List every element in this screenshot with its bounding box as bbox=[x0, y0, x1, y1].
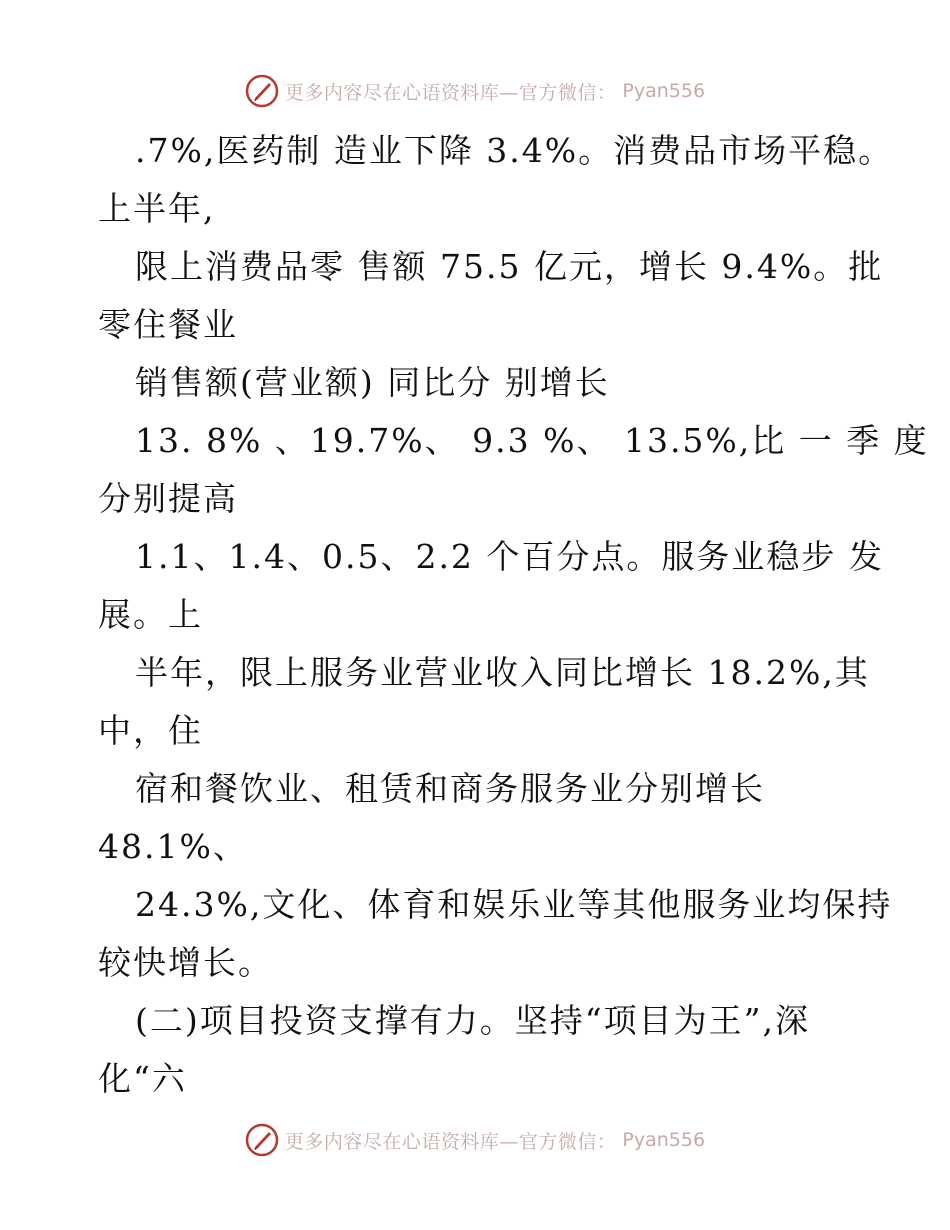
text-line: 宿和餐饮业、租赁和商务服务业分别增长 bbox=[135, 769, 765, 808]
text-line: .7%,医药制 造业下降 3.4%。消费品市场平稳。 bbox=[135, 131, 894, 170]
watermark-text: 更多内容尽在心语资料库—官方微信： bbox=[284, 81, 617, 104]
text-line: 中，住 bbox=[98, 711, 203, 750]
text-line: 1.1、1.4、0.5、2.2 个百分点。服务业稳步 发 bbox=[135, 537, 884, 576]
watermark-brand: Pyan556 bbox=[622, 80, 706, 102]
text-line: 化“六 bbox=[98, 1059, 187, 1098]
watermark-brand: Pyan556 bbox=[622, 1129, 706, 1151]
text-line: 24.3%,文化、体育和娱乐业等其他服务业均保持 bbox=[135, 885, 893, 924]
text-line: 13. 8% 、19.7%、 9.3 %、 13.5%,比 一 季 度 bbox=[135, 421, 929, 460]
quill-logo-icon bbox=[245, 1123, 279, 1157]
text-line: 分别提高 bbox=[98, 479, 238, 518]
header-watermark bbox=[0, 71, 950, 111]
text-line: 较快增长。 bbox=[98, 943, 273, 982]
text-line: 上半年, bbox=[98, 189, 216, 228]
text-line: 48.1%、 bbox=[98, 827, 248, 866]
footer-watermark bbox=[0, 1120, 950, 1160]
text-line: 零住餐业 bbox=[98, 305, 238, 344]
watermark-text: 更多内容尽在心语资料库—官方微信： bbox=[284, 1130, 617, 1153]
text-line: (二)项目投资支撑有力。坚持“项目为王”,深 bbox=[135, 1001, 810, 1040]
text-line: 展。上 bbox=[98, 595, 203, 634]
quill-logo-icon bbox=[245, 74, 279, 108]
text-line: 半年，限上服务业营业收入同比增长 18.2%,其 bbox=[135, 653, 870, 692]
text-line: 销售额(营业额) 同比分 别增长 bbox=[135, 363, 610, 402]
text-line: 限上消费品零 售额 75.5 亿元，增长 9.4%。批 bbox=[135, 247, 884, 286]
